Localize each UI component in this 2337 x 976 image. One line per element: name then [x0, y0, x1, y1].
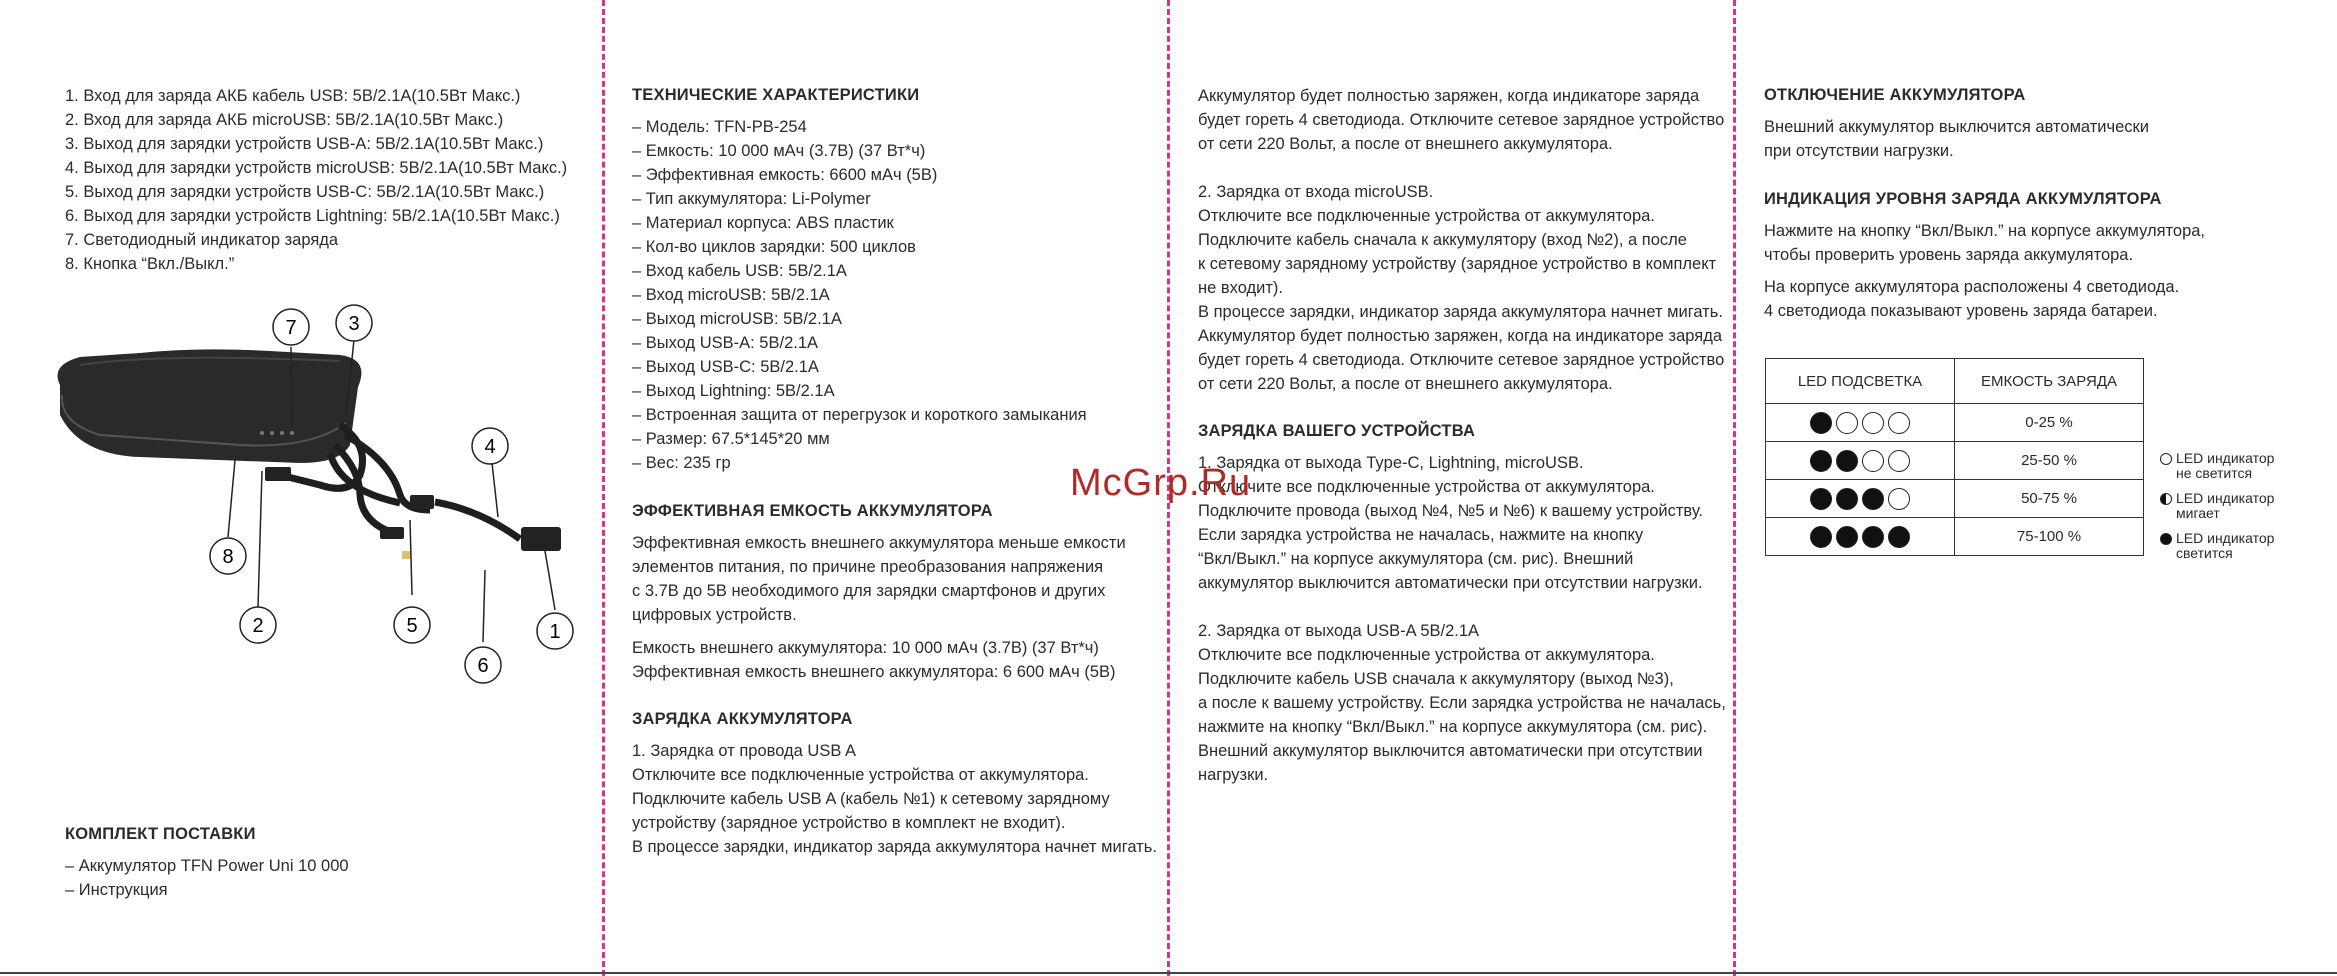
- legend-item: [2160, 491, 2274, 521]
- text-line: устройству (зарядное устройство в комплект не входит).: [632, 814, 1066, 832]
- fold-line-1: [602, 0, 605, 976]
- text-line: цифровых устройств.: [632, 606, 797, 624]
- led-on-icon: [1836, 450, 1858, 472]
- text-line: чтобы проверить уровень заряда аккумулятора.: [1764, 246, 2134, 264]
- led-on-icon: [1810, 450, 1832, 472]
- parts-list: [65, 84, 567, 276]
- led-on-icon: [1836, 488, 1858, 510]
- callout-8-label: 8: [222, 546, 234, 568]
- device-charging-heading: ЗАРЯДКА ВАШЕГО УСТРОЙСТВА: [1198, 422, 1476, 440]
- led-off-icon: [1862, 450, 1884, 472]
- parts-list-item: 5. Выход для зарядки устройств USB-C: 5В/2.1А(10.5Вт Макс.): [65, 183, 545, 201]
- text-line: элементов питания, по причине преобразования напряжения: [632, 558, 1104, 576]
- led-table-col-led: LED ПОДСВЕТКА: [1766, 359, 1955, 404]
- legend-line: мигает: [2176, 505, 2220, 521]
- half-circle-icon: [2160, 493, 2172, 505]
- text-line: 2. Зарядка от выхода USB-A 5В/2.1А: [1198, 622, 1480, 640]
- text-line: Отключите все подключенные устройства от аккумулятора.: [1198, 207, 1655, 225]
- text-line: В процессе зарядки, индикатор заряда аккумулятора начнет мигать.: [1198, 303, 1723, 321]
- text-line: Емкость внешнего аккумулятора: 10 000 мАч (3.7В) (37 Вт*ч): [632, 639, 1099, 657]
- callout-2-label: 2: [252, 615, 264, 637]
- led-dots-cell: [1766, 518, 1955, 556]
- spec-item: – Встроенная защита от перегрузок и короткого замыкания: [632, 406, 1087, 424]
- led-table-row: [1766, 518, 2144, 556]
- kit-section: [65, 825, 349, 902]
- led-on-icon: [1810, 488, 1832, 510]
- empty-circle-icon: [2160, 453, 2172, 465]
- callout-1: [537, 613, 573, 649]
- led-dots-cell: [1766, 404, 1955, 442]
- callout-2: [240, 607, 276, 643]
- text-line: Аккумулятор будет полностью заряжен, когда на индикаторе заряда: [1198, 327, 1723, 345]
- parts-list-item: 6. Выход для зарядки устройств Lightning: 5В/2.1А(10.5Вт Макс.): [65, 207, 560, 225]
- text-line: Нажмите на кнопку “Вкл/Выкл.” на корпусе аккумулятора,: [1764, 222, 2206, 240]
- text-line: Внешний аккумулятор выключится автоматически при отсутствии: [1198, 742, 1703, 760]
- legend-line: LED индикатор: [2176, 450, 2275, 466]
- spec-item: – Емкость: 10 000 мАч (3.7В) (37 Вт*ч): [632, 142, 926, 160]
- spec-item: – Вес: 235 гр: [632, 454, 731, 472]
- kit-list-item: – Аккумулятор TFN Power Uni 10 000: [65, 857, 349, 875]
- callout-4: [472, 428, 508, 464]
- text-line: Внешний аккумулятор выключится автоматически: [1764, 118, 2149, 136]
- legend-line: светится: [2176, 545, 2233, 561]
- led-on-icon: [1810, 526, 1832, 548]
- led-table: [1765, 358, 2144, 556]
- legend-line: LED индикатор: [2176, 490, 2275, 506]
- text-line: нагрузки.: [1198, 766, 1269, 784]
- charge-level-heading: ИНДИКАЦИЯ УРОВНЯ ЗАРЯДА АККУМУЛЯТОРА: [1764, 190, 2162, 208]
- kit-list-item: – Инструкция: [65, 881, 168, 899]
- led-on-icon: [1810, 412, 1832, 434]
- spec-item: – Материал корпуса: ABS пластик: [632, 214, 894, 232]
- device-charging-section: [1198, 422, 1726, 787]
- led-table-row: [1766, 442, 2144, 480]
- callout-8: [210, 538, 246, 574]
- charging-battery-section: [632, 710, 1157, 859]
- spec-item: – Модель: TFN-PB-254: [632, 118, 807, 136]
- spec-item: – Выход Lightning: 5В/2.1А: [632, 382, 835, 400]
- legend-item: [2160, 531, 2274, 561]
- text-line: 1. Зарядка от провода USB A: [632, 742, 857, 760]
- text-line: “Вкл/Выкл.” на корпусе аккумулятора (см. рис). Внешний: [1198, 550, 1634, 568]
- led-dots-cell: [1766, 442, 1955, 480]
- callout-4-label: 4: [484, 436, 496, 458]
- text-line: нажмите на кнопку “Вкл/Выкл.” на корпусе аккумулятора (см. рис).: [1198, 718, 1708, 736]
- text-line: с 3.7В до 5В необходимого для зарядки смартфонов и других: [632, 582, 1106, 600]
- bottom-edge-line: [0, 972, 2337, 974]
- kit-heading: КОМПЛЕКТ ПОСТАВКИ: [65, 825, 256, 843]
- filled-circle-icon: [2160, 533, 2172, 545]
- text-line: 4 светодиода показывают уровень заряда батареи.: [1764, 302, 2158, 320]
- text-line: Эффективная емкость внешнего аккумулятора: 6 600 мАч (5В): [632, 663, 1116, 681]
- led-off-icon: [1888, 488, 1910, 510]
- led-table-row: [1766, 480, 2144, 518]
- specs-heading: ТЕХНИЧЕСКИЕ ХАРАКТЕРИСТИКИ: [632, 86, 920, 104]
- shutdown-section: [1764, 86, 2149, 163]
- capacity-cell: 50-75 %: [1955, 480, 2144, 518]
- callout-6: [465, 647, 501, 683]
- callout-5: [394, 607, 430, 643]
- text-line: Эффективная емкость внешнего аккумулятора меньше емкости: [632, 534, 1126, 552]
- text-line: 1. Зарядка от выхода Type-C, Lightning, microUSB.: [1198, 454, 1584, 472]
- text-line: будет гореть 4 светодиода. Отключите сетевое зарядное устройство: [1198, 351, 1725, 369]
- parts-list-item: 3. Выход для зарядки устройств USB-A: 5В/2.1А(10.5Вт Макс.): [65, 135, 544, 153]
- text-line: от сети 220 Вольт, а после от внешнего аккумулятора.: [1198, 375, 1613, 393]
- legend-label: [2176, 531, 2274, 561]
- text-line: будет гореть 4 светодиода. Отключите сетевое зарядное устройство: [1198, 111, 1725, 129]
- power-bank-illustration: [40, 295, 600, 695]
- text-line: от сети 220 Вольт, а после от внешнего аккумулятора.: [1198, 135, 1613, 153]
- text-line: аккумулятор выключится автоматически при отсутствии нагрузки.: [1198, 574, 1703, 592]
- legend-line: не светится: [2176, 465, 2253, 481]
- text-line: Отключите все подключенные устройства от аккумулятора.: [1198, 478, 1655, 496]
- text-line: а после к вашему устройству. Если зарядка устройства не началась,: [1198, 694, 1726, 712]
- text-line: Аккумулятор будет полностью заряжен, когда индикаторе заряда: [1198, 87, 1700, 105]
- legend-item: [2160, 451, 2274, 481]
- text-line: Подключите кабель USB A (кабель №1) к сетевому зарядному: [632, 790, 1110, 808]
- callout-6-label: 6: [477, 655, 489, 677]
- watermark: McGrp.Ru: [1070, 462, 1252, 504]
- callout-7: [273, 309, 309, 345]
- parts-list-item: 4. Выход для зарядки устройств microUSB: 5В/2.1А(10.5Вт Макс.): [65, 159, 568, 177]
- legend-label: [2176, 451, 2274, 481]
- spec-item: – Тип аккумулятора: Li-Polymer: [632, 190, 871, 208]
- led-legend: [2160, 451, 2274, 571]
- callout-3-label: 3: [348, 313, 360, 335]
- callout-3: [336, 305, 372, 341]
- spec-item: – Выход USB-C: 5В/2.1А: [632, 358, 819, 376]
- text-line: Подключите провода (выход №4, №5 и №6) к вашему устройству.: [1198, 502, 1704, 520]
- led-on-icon: [1862, 488, 1884, 510]
- parts-list-item: 1. Вход для заряда АКБ кабель USB: 5В/2.1А(10.5Вт Макс.): [65, 87, 521, 105]
- callout-5-label: 5: [406, 615, 418, 637]
- capacity-cell: 25-50 %: [1955, 442, 2144, 480]
- charging-battery-heading: ЗАРЯДКА АККУМУЛЯТОРА: [632, 710, 853, 728]
- text-line: Отключите все подключенные устройства от аккумулятора.: [1198, 646, 1655, 664]
- text-line: В процессе зарядки, индикатор заряда аккумулятора начнет мигать.: [632, 838, 1157, 856]
- text-line: Подключите кабель сначала к аккумулятору (вход №2), а после: [1198, 231, 1687, 249]
- led-dots-cell: [1766, 480, 1955, 518]
- legend-label: [2176, 491, 2274, 521]
- spec-item: – Эффективная емкость: 6600 мАч (5В): [632, 166, 938, 184]
- spec-item: – Вход кабель USB: 5В/2.1А: [632, 262, 847, 280]
- spec-item: – Вход microUSB: 5В/2.1А: [632, 286, 830, 304]
- spec-item: – Размер: 67.5*145*20 мм: [632, 430, 830, 448]
- led-off-icon: [1888, 412, 1910, 434]
- led-on-icon: [1888, 526, 1910, 548]
- effective-capacity-heading: ЭФФЕКТИВНАЯ ЕМКОСТЬ АККУМУЛЯТОРА: [632, 502, 993, 520]
- effective-capacity-section: [632, 502, 1126, 684]
- text-line: На корпусе аккумулятора расположены 4 светодиода.: [1764, 278, 2180, 296]
- text-line: к сетевому зарядному устройству (зарядное устройство в комплект: [1198, 255, 1717, 273]
- led-off-icon: [1862, 412, 1884, 434]
- text-line: Если зарядка устройства не началась, нажмите на кнопку: [1198, 526, 1644, 544]
- charge-complete-section: [1198, 84, 1724, 396]
- text-line: при отсутствии нагрузки.: [1764, 142, 1954, 160]
- led-table-row: [1766, 404, 2144, 442]
- led-on-icon: [1836, 526, 1858, 548]
- led-table-col-capacity: ЕМКОСТЬ ЗАРЯДА: [1955, 359, 2144, 404]
- capacity-cell: 0-25 %: [1955, 404, 2144, 442]
- specs-section: [632, 86, 1087, 475]
- led-off-icon: [1836, 412, 1858, 434]
- parts-list-item: 7. Светодиодный индикатор заряда: [65, 231, 339, 249]
- charge-level-section: [1764, 190, 2205, 323]
- parts-list-item: 8. Кнопка “Вкл./Выкл.”: [65, 255, 235, 273]
- legend-line: LED индикатор: [2176, 530, 2275, 546]
- callout-1-label: 1: [549, 621, 561, 643]
- parts-list-item: 2. Вход для заряда АКБ microUSB: 5В/2.1А(10.5Вт Макс.): [65, 111, 504, 129]
- text-line: 2. Зарядка от входа microUSB.: [1198, 183, 1434, 201]
- fold-line-3: [1733, 0, 1736, 976]
- shutdown-heading: ОТКЛЮЧЕНИЕ АККУМУЛЯТОРА: [1764, 86, 2026, 104]
- spec-item: – Выход microUSB: 5В/2.1А: [632, 310, 842, 328]
- text-line: не входит).: [1198, 279, 1283, 297]
- text-line: Отключите все подключенные устройства от аккумулятора.: [632, 766, 1089, 784]
- callout-7-label: 7: [285, 317, 297, 339]
- spec-item: – Кол-во циклов зарядки: 500 циклов: [632, 238, 916, 256]
- spec-item: – Выход USB-A: 5В/2.1А: [632, 334, 819, 352]
- led-off-icon: [1888, 450, 1910, 472]
- text-line: Подключите кабель USB сначала к аккумулятору (выход №3),: [1198, 670, 1674, 688]
- capacity-cell: 75-100 %: [1955, 518, 2144, 556]
- led-on-icon: [1862, 526, 1884, 548]
